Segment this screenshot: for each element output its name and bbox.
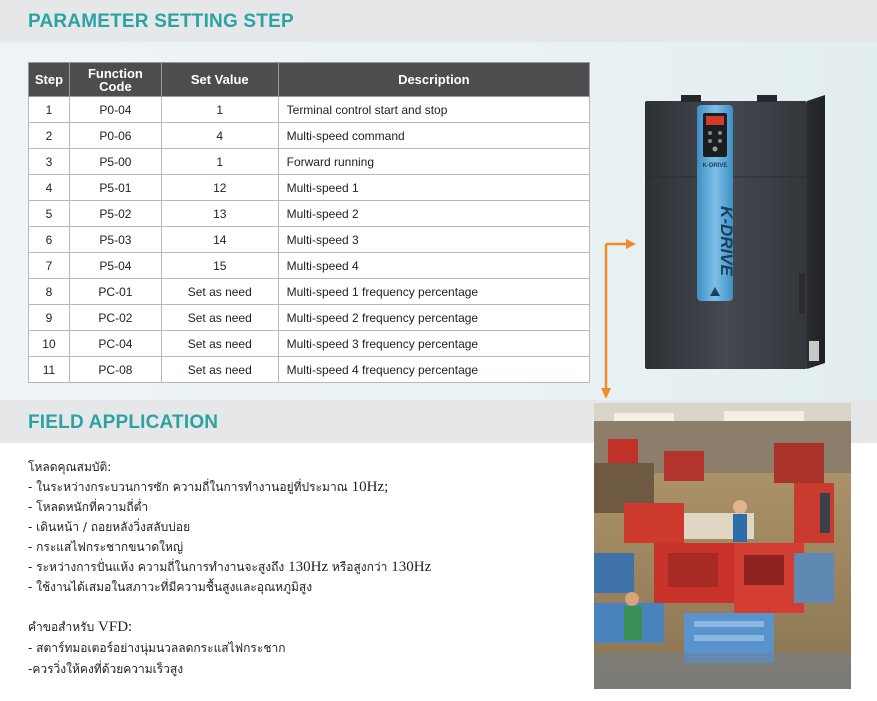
cell-description: Multi-speed 2 <box>278 201 589 227</box>
table-row <box>29 149 590 175</box>
table-row <box>29 279 590 305</box>
cell-description: Multi-speed command <box>278 123 589 149</box>
connector-arrow-icon <box>598 238 638 400</box>
cell-description: Terminal control start and stop <box>278 97 589 123</box>
cell-description: Forward running <box>278 149 589 175</box>
load-properties-heading: โหลดคุณสมบัติ: <box>28 460 112 474</box>
cell-set-value: Set as need <box>161 305 278 331</box>
cell-set-value: 1 <box>161 149 278 175</box>
table-row <box>29 123 590 149</box>
parameter-table-body <box>29 97 590 383</box>
vfd-request-item: - สตาร์ทมอเตอร์อย่างนุ่มนวลลดกระแสไฟกระชาก <box>28 641 286 655</box>
load-property-item: - กระแสไฟกระชากขนาดใหญ่ <box>28 540 184 554</box>
cell-step: 6 <box>29 227 70 253</box>
table-row <box>29 97 590 123</box>
vfd-request-heading: คำขอสำหรับ VFD: <box>28 619 133 635</box>
table-row <box>29 331 590 357</box>
cell-set-value: 12 <box>161 175 278 201</box>
k-drive-inverter-image <box>641 93 829 373</box>
column-header-description: Description <box>278 63 589 97</box>
cell-step: 3 <box>29 149 70 175</box>
cell-description: Multi-speed 4 <box>278 253 589 279</box>
factory-floor-image <box>594 403 851 689</box>
cell-function-code: PC-04 <box>69 331 161 357</box>
column-header-function-code: Function Code <box>69 63 161 97</box>
load-property-item: - ใช้งานได้เสมอในสภาวะที่มีความชื้นสูงและอุณหภูมิสูง <box>28 580 313 594</box>
cell-step: 8 <box>29 279 70 305</box>
brand-label-small: K-DRIVE <box>702 163 728 169</box>
cell-set-value: 4 <box>161 123 278 149</box>
parameter-section-title: PARAMETER SETTING STEP <box>28 11 294 32</box>
cell-step: 1 <box>29 97 70 123</box>
table-row <box>29 357 590 383</box>
cell-function-code: PC-01 <box>69 279 161 305</box>
cell-step: 7 <box>29 253 70 279</box>
cell-function-code: P5-01 <box>69 175 161 201</box>
cell-description: Multi-speed 3 frequency percentage <box>278 331 589 357</box>
cell-description: Multi-speed 4 frequency percentage <box>278 357 589 383</box>
cell-function-code: P0-06 <box>69 123 161 149</box>
inverter-side <box>807 95 825 369</box>
cell-description: Multi-speed 1 frequency percentage <box>278 279 589 305</box>
cell-description: Multi-speed 3 <box>278 227 589 253</box>
cell-set-value: Set as need <box>161 279 278 305</box>
cell-function-code: P5-03 <box>69 227 161 253</box>
cell-function-code: PC-02 <box>69 305 161 331</box>
cell-set-value: Set as need <box>161 331 278 357</box>
cell-function-code: PC-08 <box>69 357 161 383</box>
load-property-item: - เดินหน้า / ถอยหลังวิ่งสลับบ่อย <box>28 520 191 534</box>
cell-step: 4 <box>29 175 70 201</box>
table-row <box>29 305 590 331</box>
parameter-table <box>28 62 590 383</box>
cell-set-value: 15 <box>161 253 278 279</box>
cell-function-code: P5-02 <box>69 201 161 227</box>
load-property-item: - โหลดหนักที่ความถี่ต่ำ <box>28 500 149 514</box>
cell-set-value: 14 <box>161 227 278 253</box>
cell-description: Multi-speed 2 frequency percentage <box>278 305 589 331</box>
load-property-item: - ในระหว่างกระบวนการซัก ความถี่ในการทำงานอยู่ที่ประมาณ 10Hz; <box>28 479 389 495</box>
table-row <box>29 227 590 253</box>
cell-step: 9 <box>29 305 70 331</box>
cell-function-code: P0-04 <box>69 97 161 123</box>
cell-set-value: Set as need <box>161 357 278 383</box>
cell-step: 5 <box>29 201 70 227</box>
cell-description: Multi-speed 1 <box>278 175 589 201</box>
column-header-set-value: Set Value <box>161 63 278 97</box>
table-row <box>29 253 590 279</box>
table-row <box>29 201 590 227</box>
table-row <box>29 175 590 201</box>
vfd-request-item: -ควรวิ่งให้คงที่ด้วยความเร็วสูง <box>28 662 184 676</box>
field-section-title: FIELD APPLICATION <box>28 412 219 433</box>
column-header-step: Step <box>29 63 70 97</box>
table-header-row <box>29 63 590 97</box>
cell-step: 11 <box>29 357 70 383</box>
load-property-item: - ระหว่างการปั่นแห้ง ความถี่ในการทำงานจะสูงถึง 130Hz หรือสูงกว่า 130Hz <box>28 559 432 575</box>
brand-label: K-DRIVE <box>717 206 736 276</box>
cell-step: 10 <box>29 331 70 357</box>
cell-function-code: P5-00 <box>69 149 161 175</box>
cell-function-code: P5-04 <box>69 253 161 279</box>
cell-step: 2 <box>29 123 70 149</box>
cell-set-value: 1 <box>161 97 278 123</box>
cell-set-value: 13 <box>161 201 278 227</box>
